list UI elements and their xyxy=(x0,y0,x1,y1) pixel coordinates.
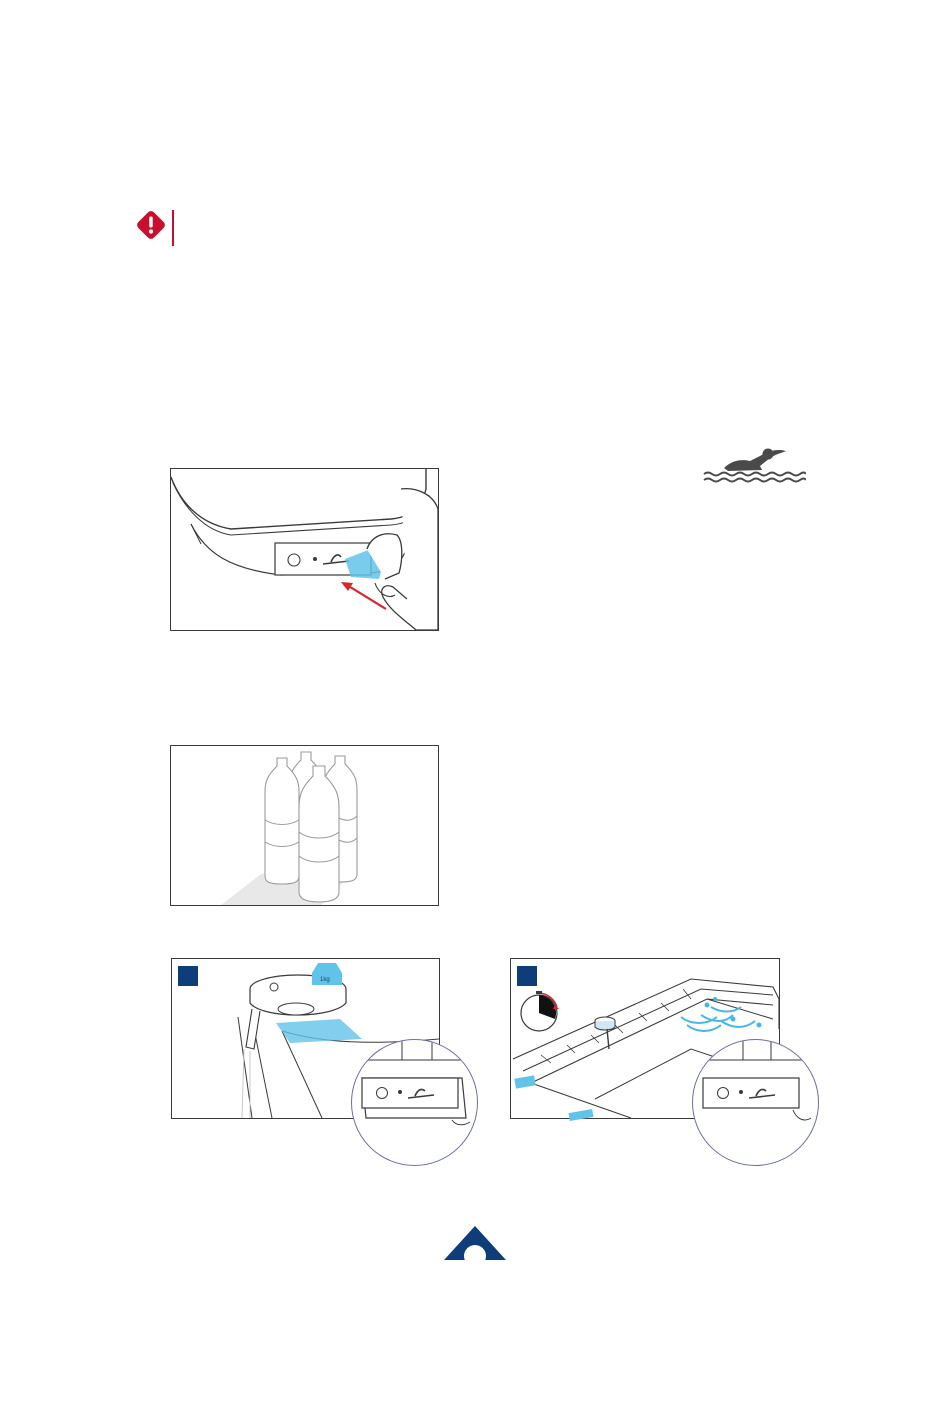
weight-label: 1kg xyxy=(320,977,330,983)
warning-block xyxy=(136,210,176,246)
zoom-detail-circle xyxy=(692,1039,819,1166)
swimmer-icon xyxy=(702,444,806,486)
zoom-detail-circle xyxy=(351,1039,478,1166)
pool-illustration xyxy=(510,958,780,1119)
step-marker-square xyxy=(517,966,537,986)
step-marker-square xyxy=(178,966,198,986)
device-button-illustration xyxy=(170,468,439,631)
stopwatch-icon xyxy=(521,991,559,1031)
brand-logo-icon xyxy=(444,1226,506,1262)
water-bottles-illustration xyxy=(170,745,439,906)
calibration-weight-illustration xyxy=(171,958,440,1119)
warning-diamond-icon xyxy=(136,210,176,246)
